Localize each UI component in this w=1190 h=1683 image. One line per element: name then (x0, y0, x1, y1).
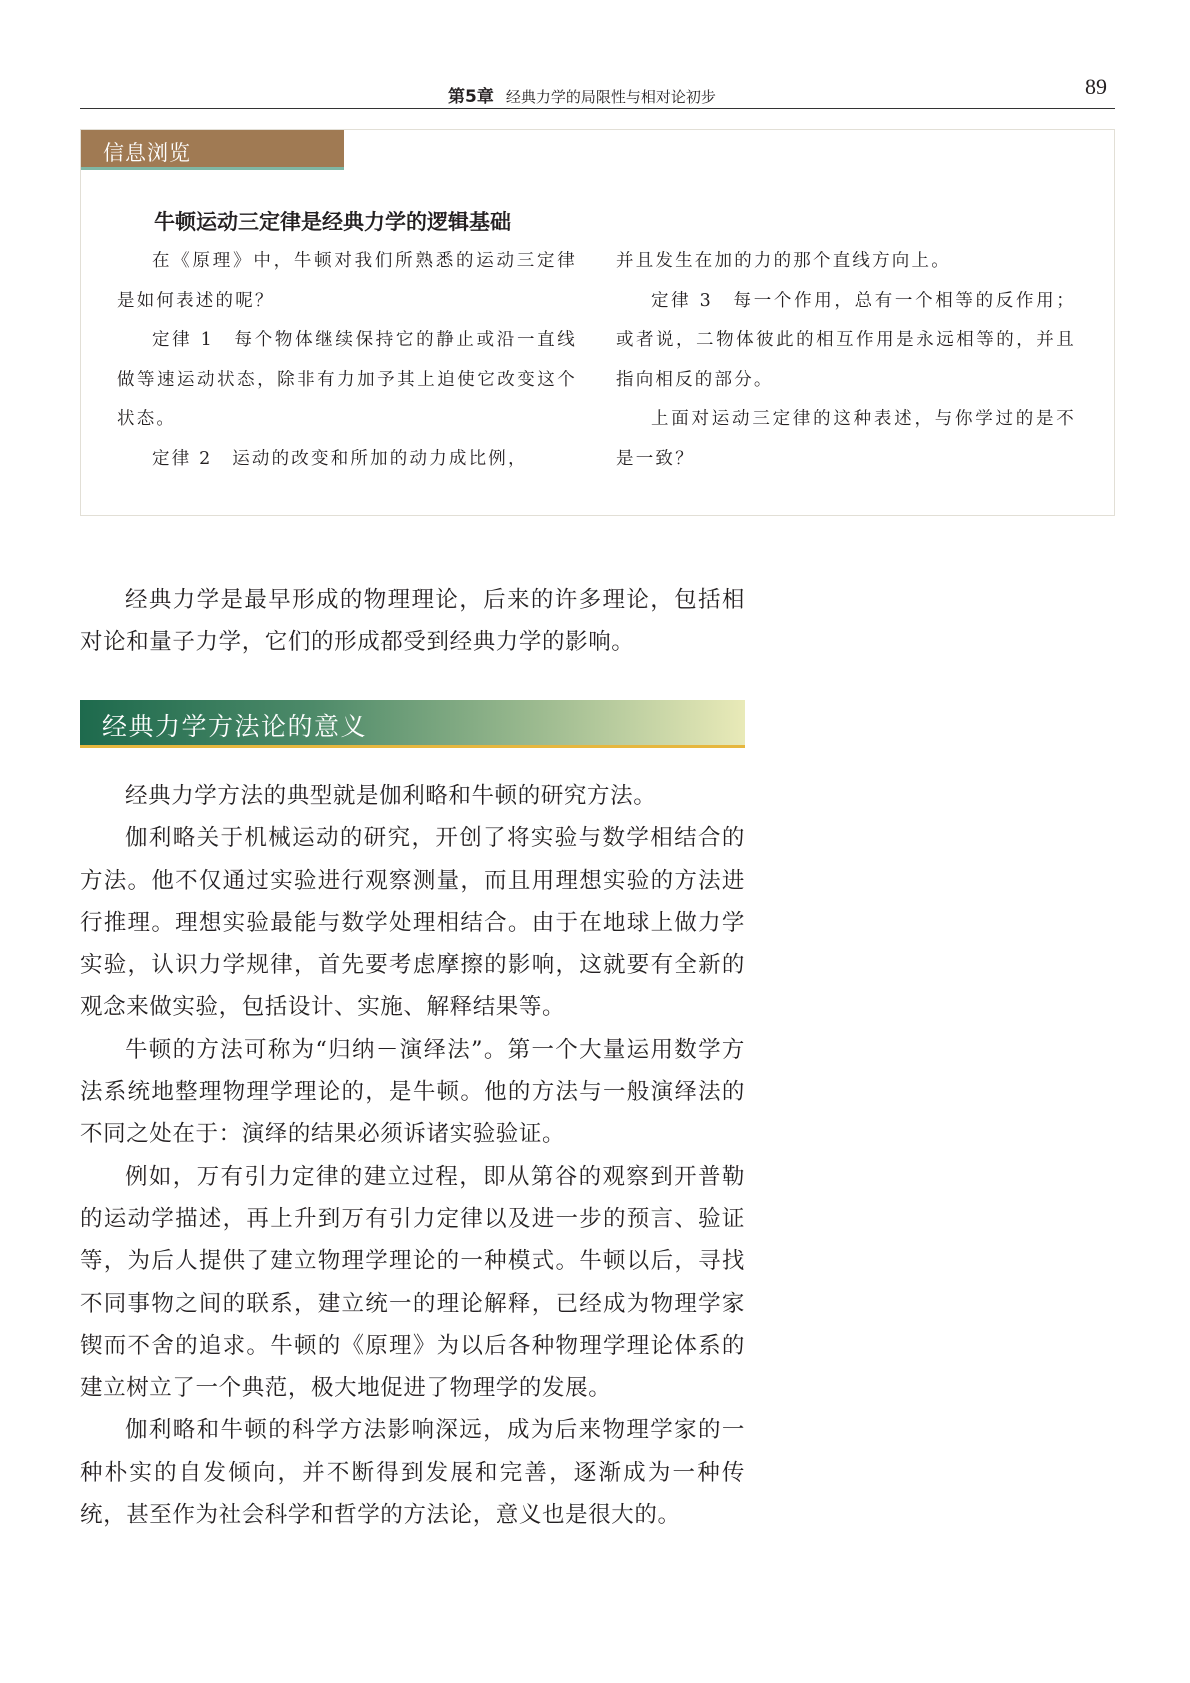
intro-text (80, 579, 745, 664)
info-paragraph: 并且发生在加的力的那个直线方向上。 (616, 251, 951, 271)
body-paragraph: 经典力学方法的典型就是伽利略和牛顿的研究方法。 (125, 783, 657, 809)
info-tab (81, 130, 344, 170)
info-paragraph: 定律 1 每个物体继续保持它的静止或沿一直线做等速运动状态，除非有力加予其上迫使它改变这个状态。 (117, 330, 577, 429)
info-paragraph: 在《原理》中，牛顿对我们所熟悉的运动三定律是如何表述的呢？ (117, 251, 577, 311)
body-paragraph: 经典力学是最早形成的物理理论，后来的许多理论，包括相对论和量子力学，它们的形成都受到经典力学的影响。 (80, 587, 745, 656)
page-header (80, 70, 1115, 109)
page-number: 89 (1085, 74, 1107, 99)
info-left-column (117, 242, 577, 479)
info-box (80, 129, 1115, 516)
info-paragraph: 定律 2 运动的改变和所加的动力成比例， (152, 448, 528, 469)
section-heading-label: 经典力学方法论的意义 (102, 712, 368, 741)
chapter-heading (448, 82, 716, 107)
info-paragraph: 定律 3 每一个作用，总有一个相等的反作用；或者说，二物体彼此的相互作用是永远相等的，并且指向相反的部分。 (616, 290, 1076, 390)
info-title: 牛顿运动三定律是经典力学的逻辑基础 (154, 210, 511, 234)
info-paragraph: 上面对运动三定律的这种表述，与你学过的是不是一致？ (616, 409, 1076, 469)
body-paragraph: 牛顿的方法可称为“归纳－演绎法”。第一个大量运用数学方法系统地整理物理学理论的，是牛顿。他的方法与一般演绎法的不同之处在于：演绎的结果必须诉诸实验验证。 (80, 1036, 745, 1148)
body-paragraph: 伽利略和牛顿的科学方法影响深远，成为后来物理学家的一种朴实的自发倾向，并不断得到发展和完善，逐渐成为一种传统，甚至作为社会科学和哲学的方法论，意义也是很大的。 (80, 1417, 745, 1529)
info-right-column (616, 242, 1076, 479)
chapter-title: 经典力学的局限性与相对论初步 (505, 88, 716, 106)
info-tab-label: 信息浏览 (103, 141, 191, 165)
section-heading (80, 700, 745, 748)
section-body (80, 775, 745, 1536)
body-paragraph: 例如，万有引力定律的建立过程，即从第谷的观察到开普勒的运动学描述，再上升到万有引力定律以及进一步的预言、验证等，为后人提供了建立物理学理论的一种模式。牛顿以后，寻找不同事物之间的联系，建立统一的理论解释，已经成为物理学家锲而不舍的追求。牛顿的《原理》为以后各种物理学理论体系的建立树立了一个典范，极大地促进了物理学的发展。 (80, 1163, 745, 1402)
body-paragraph: 伽利略关于机械运动的研究，开创了将实验与数学相结合的方法。他不仅通过实验进行观察测量，而且用理想实验的方法进行推理。理想实验最能与数学处理相结合。由于在地球上做力学实验，认识力学规律，首先要考虑摩擦的影响，这就要有全新的观念来做实验，包括设计、实施、解释结果等。 (80, 825, 745, 1021)
chapter-label: 第5章 (448, 87, 494, 107)
